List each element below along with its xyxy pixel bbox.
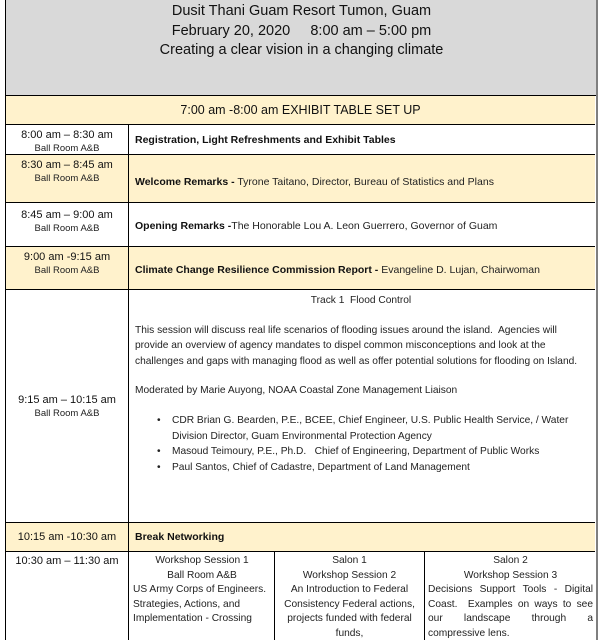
track-title: Track 1 Flood Control — [310, 295, 412, 306]
bullet-icon: • — [157, 414, 161, 426]
session-cell — [130, 155, 595, 202]
workshop-description: An Introduction to Federal Consistency Federal actions, projects funded with federal funds, — [284, 584, 415, 639]
panelist-list — [135, 413, 587, 475]
session-cell — [130, 523, 595, 551]
event-venue: Dusit Thani Guam Resort Tumon, Guam — [171, 3, 432, 19]
time-cell — [6, 290, 129, 522]
room-label: Ball Room A&B — [34, 173, 100, 184]
setup-band — [5, 96, 595, 125]
workshop-room: Salon 1 — [332, 555, 367, 566]
time-range: 10:15 am -10:30 am — [17, 531, 117, 543]
panelist-text: Paul Santos, Chief of Cadastre, Department of Land Management — [172, 461, 470, 473]
time-range: 10:30 am – 11:30 am — [15, 555, 119, 567]
time-cell — [6, 203, 129, 246]
event-date-time: February 20, 2020 8:00 am – 5:00 pm — [171, 22, 432, 39]
track-moderator: Moderated by Marie Auyong, NOAA Coastal Zone Management Liaison — [135, 385, 458, 397]
agenda-row-registration — [5, 125, 595, 155]
table-right-border — [596, 0, 598, 640]
agenda-row-break — [5, 523, 595, 552]
workshop-session-3 — [425, 552, 596, 640]
workshop-room: Salon 2 — [493, 555, 528, 566]
room-label: Ball Room A&B — [34, 223, 100, 234]
workshop-heading: Workshop Session 2 — [302, 569, 397, 581]
workshop-session-2 — [275, 552, 425, 640]
workshop-session-1 — [130, 552, 275, 640]
session-title: Climate Change Resilience Commission Report - — [135, 264, 379, 276]
session-cell — [130, 247, 595, 289]
agenda-row-track1 — [5, 290, 595, 523]
agenda-row-commission — [5, 247, 595, 290]
room-label: Ball Room A&B — [34, 408, 100, 419]
workshop-room: Ball Room A&B — [167, 569, 237, 581]
time-cell — [6, 247, 129, 289]
track-description: This session will discuss real life scenarios of flooding issues around the island. Agencies will provide an overview of agency mandates to dispel common misconceptions and look at the challenges and gaps with managing flood as well as offer potential solutions for flooding on Island. — [135, 324, 578, 367]
time-range: 8:00 am – 8:30 am — [21, 129, 113, 141]
time-cell — [6, 155, 129, 202]
panelist-item — [157, 444, 587, 460]
session-speaker: Evangeline D. Lujan, Chairwoman — [378, 264, 540, 276]
agenda-row-opening — [5, 203, 595, 247]
panelist-text: CDR Brian G. Bearden, P.E., BCEE, Chief Engineer, U.S. Public Health Service, / Water Division Director, Guam Environmental Protection Agency — [172, 414, 569, 442]
panelist-item — [157, 460, 587, 476]
time-range: 9:15 am – 10:15 am — [18, 394, 116, 406]
time-cell — [6, 552, 129, 640]
session-cell — [130, 125, 595, 154]
setup-band-text: 7:00 am -8:00 am EXHIBIT TABLE SET UP — [180, 103, 421, 117]
workshop-description: Decisions Support Tools - Digital Coast. Examples on ways to see our landscape through a compressive lens. — [428, 584, 596, 639]
session-cell — [130, 203, 595, 246]
session-title: Welcome Remarks - — [135, 175, 235, 188]
room-label: Ball Room A&B — [34, 143, 100, 154]
session-speaker: Tyrone Taitano, Director, Bureau of Statistics and Plans — [234, 175, 494, 188]
session-title: Break Networking — [135, 531, 225, 543]
agenda-row-workshops — [5, 552, 595, 640]
time-range: 8:30 am – 8:45 am — [21, 159, 113, 171]
session-title: Opening Remarks - — [135, 219, 232, 232]
workshop-heading: Workshop Session 3 — [463, 569, 558, 581]
event-header — [5, 0, 597, 96]
workshop-heading: Workshop Session 1 — [155, 555, 249, 566]
bullet-icon: • — [157, 461, 161, 473]
event-theme: Creating a clear vision in a changing climate — [159, 42, 444, 58]
time-range: 8:45 am – 9:00 am — [21, 209, 113, 221]
panelist-text: Masoud Teimoury, P.E., Ph.D. Chief of Engineering, Department of Public Works — [172, 446, 540, 458]
time-range: 9:00 am -9:15 am — [23, 251, 111, 263]
session-speaker: The Honorable Lou A. Leon Guerrero, Governor of Guam — [231, 219, 498, 232]
session-title: Registration, Light Refreshments and Exhibit Tables — [135, 133, 396, 146]
agenda-row-welcome — [5, 155, 595, 203]
track-cell — [130, 290, 595, 522]
time-cell — [6, 523, 129, 551]
panelist-item — [157, 413, 587, 444]
time-cell — [6, 125, 129, 154]
workshop-description: US Army Corps of Engineers. Strategies, Actions, and Implementation - Crossing — [133, 584, 272, 624]
bullet-icon: • — [157, 446, 161, 458]
room-label: Ball Room A&B — [34, 265, 100, 276]
